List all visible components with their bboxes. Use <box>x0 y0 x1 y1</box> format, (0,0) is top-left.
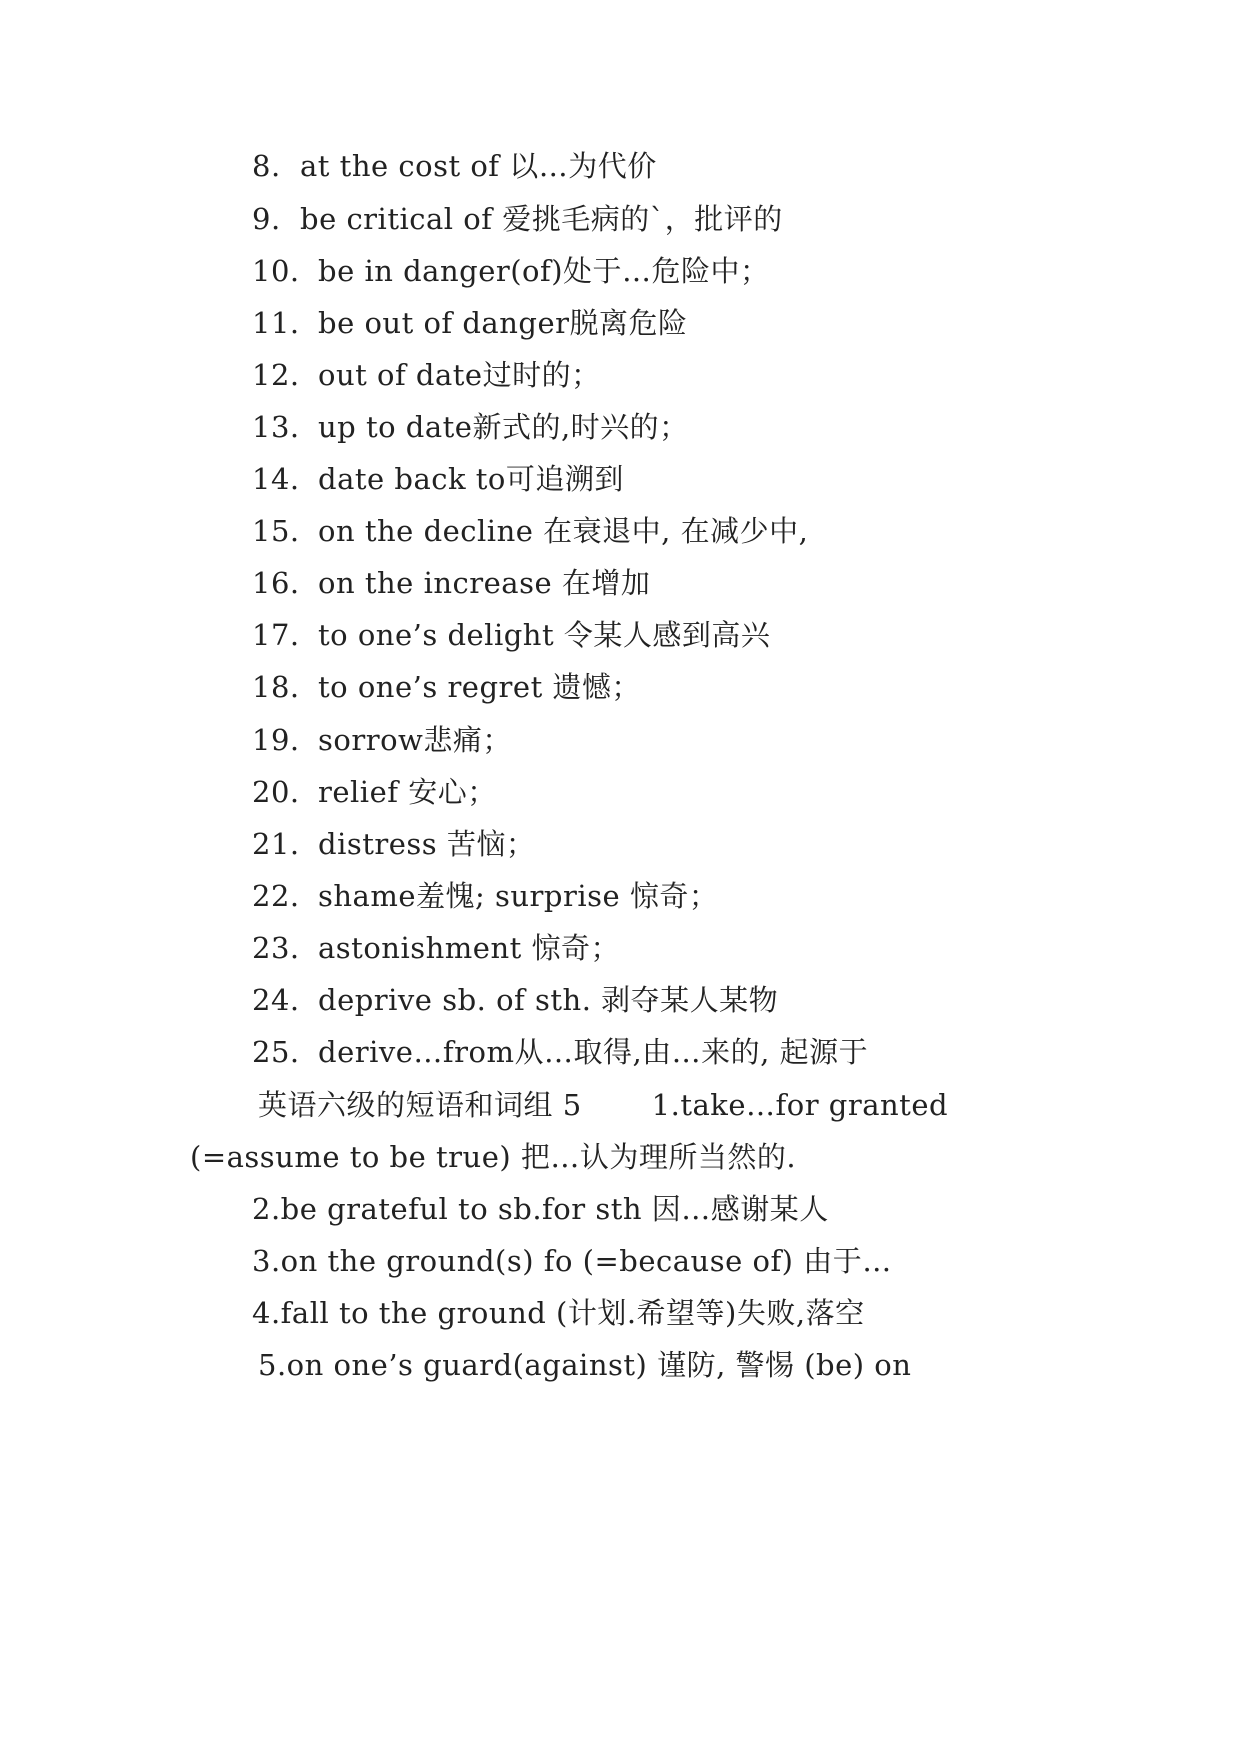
item-text: be out of danger脱离危险 <box>318 306 688 340</box>
list-item <box>252 459 624 499</box>
section-heading-line <box>258 1085 948 1125</box>
item-text: to one’s regret 遗憾； <box>318 670 641 704</box>
item-number: 9. <box>252 202 281 236</box>
list-item <box>252 720 512 760</box>
list-item <box>252 980 778 1020</box>
section-heading: 英语六级的短语和词组 5 <box>258 1088 582 1122</box>
list-item <box>252 667 641 707</box>
list-item <box>252 251 770 291</box>
item-text: derive…from从…取得,由…来的, 起源于 <box>318 1035 869 1069</box>
item-text: 3.on the ground(s) fo (=because of) 由于… <box>252 1244 892 1278</box>
list-item <box>252 876 718 916</box>
item-text: 4.fall to the ground (计划.希望等)失败,落空 <box>252 1296 865 1330</box>
section-first-item: 1.take…for granted <box>651 1088 949 1122</box>
item-number: 11. <box>252 306 300 340</box>
list-item <box>258 1345 911 1385</box>
item-number: 23. <box>252 931 300 965</box>
item-number: 21. <box>252 827 300 861</box>
item-text: distress 苦恼； <box>318 827 536 861</box>
item-number: 22. <box>252 879 300 913</box>
list-item <box>252 615 770 655</box>
item-text: to one’s delight 令某人感到高兴 <box>318 618 771 652</box>
item-number: 17. <box>252 618 300 652</box>
item-number: 14. <box>252 462 300 496</box>
list-item <box>252 146 657 186</box>
item-text: at the cost of 以…为代价 <box>300 149 657 183</box>
item-text: on the decline 在衰退中, 在减少中, <box>318 514 809 548</box>
item-text: astonishment 惊奇； <box>318 931 621 965</box>
list-item <box>252 1032 868 1072</box>
item-text: be in danger(of)处于…危险中； <box>318 254 770 288</box>
item-number: 13. <box>252 410 300 444</box>
item-text: up to date新式的,时兴的； <box>318 410 689 444</box>
item-text: shame羞愧; surprise 惊奇； <box>318 879 719 913</box>
list-item <box>252 563 650 603</box>
item-text: be critical of 爱挑毛病的`，批评的 <box>300 202 783 236</box>
list-item <box>252 1241 892 1281</box>
list-item <box>252 303 687 343</box>
item-number: 12. <box>252 358 300 392</box>
item-number: 16. <box>252 566 300 600</box>
list-item <box>252 407 689 447</box>
section-first-item-continuation <box>190 1137 796 1177</box>
list-item <box>252 1293 865 1333</box>
list-item <box>252 824 535 864</box>
item-text: 5.on one’s guard(against) 谨防, 警惕 (be) on <box>258 1348 912 1382</box>
item-number: 10. <box>252 254 300 288</box>
item-text: deprive sb. of sth. 剥夺某人某物 <box>318 983 779 1017</box>
item-number: 8. <box>252 149 281 183</box>
list-item <box>252 199 783 239</box>
list-item <box>252 1189 829 1229</box>
item-number: 19. <box>252 723 300 757</box>
item-text: 2.be grateful to sb.for sth 因…感谢某人 <box>252 1192 829 1226</box>
item-text: on the increase 在增加 <box>318 566 651 600</box>
item-number: 24. <box>252 983 300 1017</box>
item-text: out of date过时的； <box>318 358 601 392</box>
item-number: 20. <box>252 775 300 809</box>
item-text: (=assume to be true) 把…认为理所当然的. <box>190 1140 797 1174</box>
item-number: 15. <box>252 514 300 548</box>
list-item <box>252 772 497 812</box>
item-text: date back to可追溯到 <box>318 462 624 496</box>
item-text: relief 安心； <box>318 775 497 809</box>
item-number: 18. <box>252 670 300 704</box>
list-item <box>252 511 808 551</box>
list-item <box>252 355 601 395</box>
list-item <box>252 928 620 968</box>
item-text: sorrow悲痛； <box>318 723 512 757</box>
item-number: 25. <box>252 1035 300 1069</box>
